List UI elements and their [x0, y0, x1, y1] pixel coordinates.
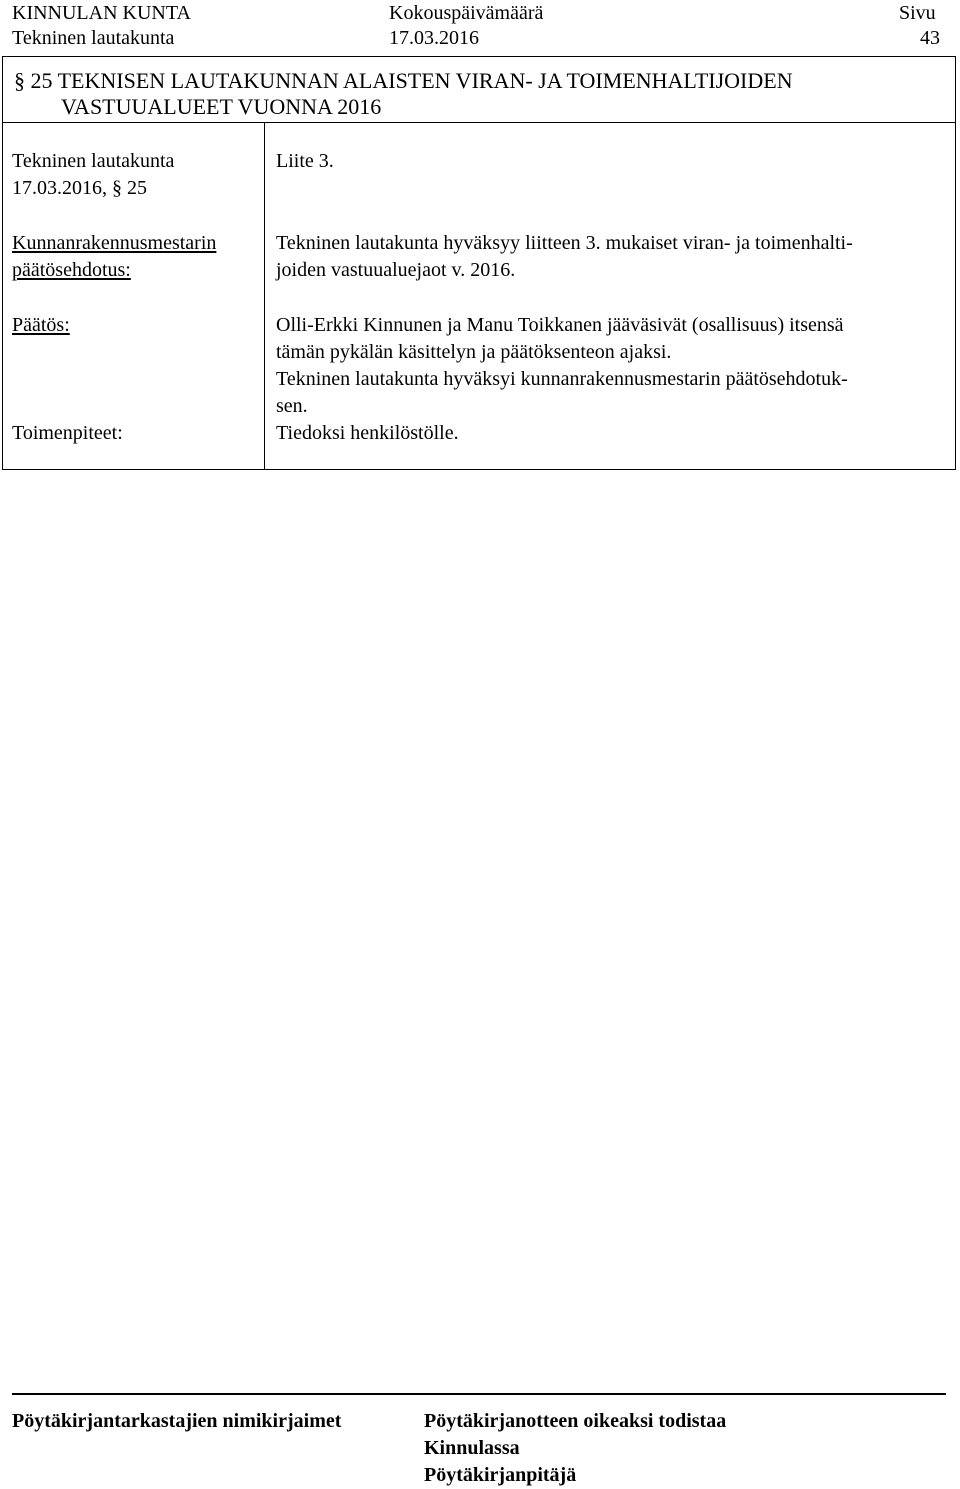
- column-divider: [264, 122, 265, 470]
- reference-date-section: 17.03.2016, § 25: [12, 177, 147, 199]
- proposal-label-line2: päätösehdotus:: [12, 259, 131, 281]
- page-header: [0, 0, 960, 60]
- initials-label: Pöytäkirjantarkastajien nimikirjaimet: [12, 1410, 342, 1432]
- title-divider: [2, 122, 956, 123]
- certify-place: Kinnulassa: [424, 1437, 520, 1459]
- attachment-reference: Liite 3.: [276, 150, 334, 172]
- section-title-line1: § 25 TEKNISEN LAUTAKUNNAN ALAISTEN VIRAN- JA TOIMENHALTIJOIDEN: [14, 68, 793, 93]
- decision-text-line3: Tekninen lautakunta hyväksyi kunnanrakennusmestarin päätösehdotuk-: [276, 368, 848, 390]
- meeting-date: 17.03.2016: [389, 27, 479, 49]
- footer-rule: [12, 1393, 946, 1395]
- decision-text-line2: tämän pykälän käsittelyn ja päätöksenteon ajaksi.: [276, 341, 672, 363]
- certify-role: Pöytäkirjanpitäjä: [424, 1464, 577, 1486]
- decision-text-line4: sen.: [276, 395, 308, 417]
- actions-label: Toimenpiteet:: [12, 422, 123, 444]
- proposal-text-line2: joiden vastuualuejaot v. 2016.: [276, 259, 516, 281]
- municipality-name: KINNULAN KUNTA: [12, 2, 191, 24]
- committee-name: Tekninen lautakunta: [12, 27, 175, 49]
- actions-text: Tiedoksi henkilöstölle.: [276, 422, 459, 444]
- section-title-line2: VASTUUALUEET VUONNA 2016: [61, 94, 382, 119]
- proposal-label-line1: Kunnanrakennusmestarin: [12, 232, 217, 254]
- decision-text-line1: Olli-Erkki Kinnunen ja Manu Toikkanen jääväsivät (osallisuus) itsensä: [276, 314, 844, 336]
- certify-label: Pöytäkirjanotteen oikeaksi todistaa: [424, 1410, 727, 1432]
- decision-label: Päätös:: [12, 314, 70, 336]
- reference-body: Tekninen lautakunta: [12, 150, 175, 172]
- meeting-date-label: Kokouspäivämäärä: [389, 2, 544, 24]
- page-label: Sivu: [899, 2, 936, 24]
- page-number: 43: [920, 27, 940, 49]
- proposal-text-line1: Tekninen lautakunta hyväksyy liitteen 3. mukaiset viran- ja toimenhalti-: [276, 232, 853, 254]
